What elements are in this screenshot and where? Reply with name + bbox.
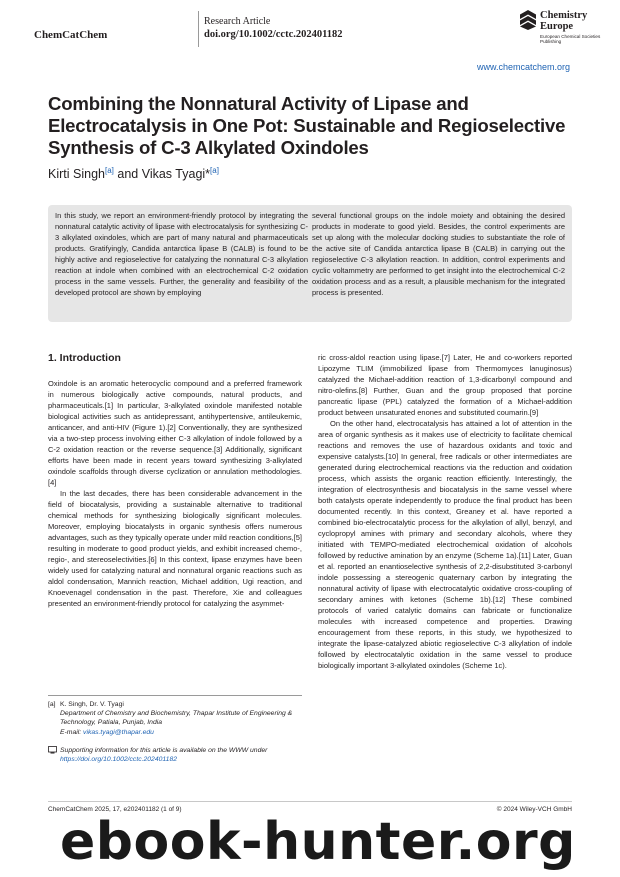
footnote-affiliation: Department of Chemistry and Biochemistry, Thapar Institute of Engineering & Technology, Patiala, Punjab, India — [60, 710, 293, 727]
affiliation-marker[interactable]: [a] — [104, 166, 114, 175]
body-column-right — [318, 352, 572, 671]
journal-name: ChemCatChem — [34, 29, 108, 41]
author-affiliation-footnote — [48, 700, 302, 737]
supporting-info-footnote — [48, 746, 302, 764]
chemistry-europe-logo-icon — [520, 10, 536, 30]
header-divider — [198, 11, 199, 47]
author-list — [48, 166, 219, 181]
article-title: Combining the Nonnatural Activity of Lipase and Electrocatalysis in One Pot: Sustainable and Regioselective Synthesis of C-3 Alkylated Oxindoles — [48, 93, 566, 158]
author-name[interactable]: Kirti Singh — [48, 167, 105, 182]
body-paragraph: ric cross-aldol reaction using lipase.[7] Later, He and co-workers reported Lipozyme TLIM (immobilized lipase from Thermomyces lanuginosus) catalyzed the Michael-addition reaction of 1,3-dicarbonyl compound and nitro-olefins.[8] Further, Guan and the group proposed that porcine pancreatic lipase (PPL) catalyzed the formation of a Michael-addition product between unsaturated enones and substituted coumarin.[9] — [318, 353, 572, 417]
supporting-info-link[interactable]: https://doi.org/10.1002/cctc.202401182 — [60, 756, 178, 764]
abstract-column-right: several functional groups on the indole moiety and obtaining the desired products in moderate to good yield. Besides, the control experiments are set up along with the molecular docking studies to substantiate the role of the active site of Candida antarctica lipase B (CALB) in carrying out the regioselective C-3 alkylation reaction. In addition, control experiments and cyclic voltammetry are performed to get insight into the electrochemical C-2 oxidation process and as a result, a plausible mechanism for the integrated process is presented. — [312, 211, 565, 297]
body-paragraph: In the last decades, there has been considerable advancement in the field of biocatalysis, providing a sustainable alternative to traditional chemical methods for synthesizing biologically significant molecules. Moreover, employing biocatalysts in organic synthesis offers numerous advantages, such as they typically operate under mild reaction conditions,[5] resulting in moderate to good product yields, and exhibit increased chemo-, regio-, and stereoselectivities.[6] In this context, lipase enzymes have been widely used for catalyzing natural and nonnatural organic reactions such as aldol condensation, Mannich reaction, Michael addition, Ugi reaction, and Knoevenagel condensation in the past. Therefore, Xie and colleagues presented an environment-friendly protocol for catalyzing the asymmet- — [48, 489, 302, 608]
body-paragraph: Oxindole is an aromatic heterocyclic compound and a preferred framework in numerous biologically active compounds, natural products, and pharmaceuticals.[1] In particular, 3-alkylated oxindole manifested notable biological activities such as antidepressant, antihypertensive, antileukemic, anticancer, and anti-HIV (Figure 1).[2] Conventionally, they are synthesized via a two-step process involving either C-3 alkylation of indole followed by a C-2 oxidation reaction or the reverse sequence.[3] Additionally, significant efforts have been made in recent years toward synthesizing 3-alkylated oxindole scaffolds through diverse cyclization or annulation methodologies.[4] — [48, 379, 302, 487]
body-column-left — [48, 352, 302, 609]
publisher-logo[interactable] — [520, 9, 610, 49]
abstract-column-left: In this study, we report an environment-friendly protocol by integrating the nonnatural catalytic activity of lipase with electrocatalysis for synthesizing C-3 alkylated oxindoles, which are part of many natural and pharmaceuticals products. Gratifyingly, Candida antarctica lipase B (CALB) is found to be highly active and regioselective for catalyzing the nonnatural C-3 alkylation reaction at indole when combined with an electrochemical C-2 oxidation process in the same vessels. Further, the generality and feasibility of the developed protocol are shown by employing — [55, 211, 308, 297]
author-name[interactable]: Vikas Tyagi* — [141, 167, 211, 182]
section-heading: 1. Introduction — [48, 352, 121, 364]
footnote-label: [a] — [48, 701, 56, 708]
email-label: E-mail: — [60, 728, 84, 736]
author-conjunction: and — [113, 167, 142, 182]
publisher-name-line2: Europe — [540, 21, 574, 32]
email-link[interactable]: vikas.tyagi@thapar.edu — [83, 728, 154, 736]
affiliation-marker[interactable]: [a] — [210, 166, 219, 175]
footnote-names: K. Singh, Dr. V. Tyagi — [60, 701, 124, 708]
footnote-divider — [48, 695, 302, 696]
body-paragraph: On the other hand, electrocatalysis has attained a lot of attention in the area of organic synthesis as it makes use of electricity to facilitate chemical reactions and removes the use of hazardous oxidants and toxic and expensive catalysts.[10] In general, free radicals or other intermediates are generated during electrochemical reactions via the reduction and oxidation process, which assists the organic reaction efficiently. Interestingly, the integration of electrosynthesis and biocatalysis in the same vessel where both catalysts operate independently to produce the final product has been documented recently. In this context, Greaney et al. have reported a combined bio-electrocatalytic process for the alkylation of allyl, benzyl, and cyclopropyl amines with primary and secondary alcohols, where they initiated with TEMPO-mediated electrochemical oxidation of alcohols followed by reductive amination by an enzyme (Scheme 1a).[11] Later, Guan et al. reported an enantioselective synthesis of 2,2-disubstituted 3-carbonyl indole possessing a stereogenic quaternary carbon by integrating the nonnatural activity of lipase with electrocatalytic oxidative cross-coupling of secondary amines with ketones (Scheme 1b).[12] These combined protocols of varied catalytic domains can fabricate or functionalize molecules with increased competence and properties. Drawing encouragement from these reports, in this study, we hypothesized to integrate the lipase-catalyzed abiotic regioselective C-3 alkylation of indole followed by electrocatalytic oxidation in the same vessel to produce biologically important 3-alkylated oxindoles (Scheme 1c). — [318, 419, 572, 670]
supporting-info-icon — [48, 746, 57, 757]
supporting-info-text: Supporting information for this article is available on the WWW under — [60, 747, 268, 754]
doi-link[interactable]: doi.org/10.1002/cctc.202401182 — [204, 29, 343, 40]
article-type: Research Article — [204, 16, 271, 27]
abstract-box — [48, 205, 572, 322]
publisher-name-line1: Chemistry — [540, 10, 588, 21]
footer-copyright: © 2024 Wiley-VCH GmbH — [496, 806, 572, 813]
watermark: ebook-hunter.org — [60, 812, 576, 872]
footer-citation: ChemCatChem 2025, 17, e202401182 (1 of 9) — [48, 806, 182, 813]
footer-divider — [48, 801, 572, 802]
publisher-subtitle: European Chemical Societies Publishing — [540, 34, 601, 45]
page-header — [0, 0, 620, 56]
journal-url[interactable]: www.chemcatchem.org — [476, 62, 570, 72]
